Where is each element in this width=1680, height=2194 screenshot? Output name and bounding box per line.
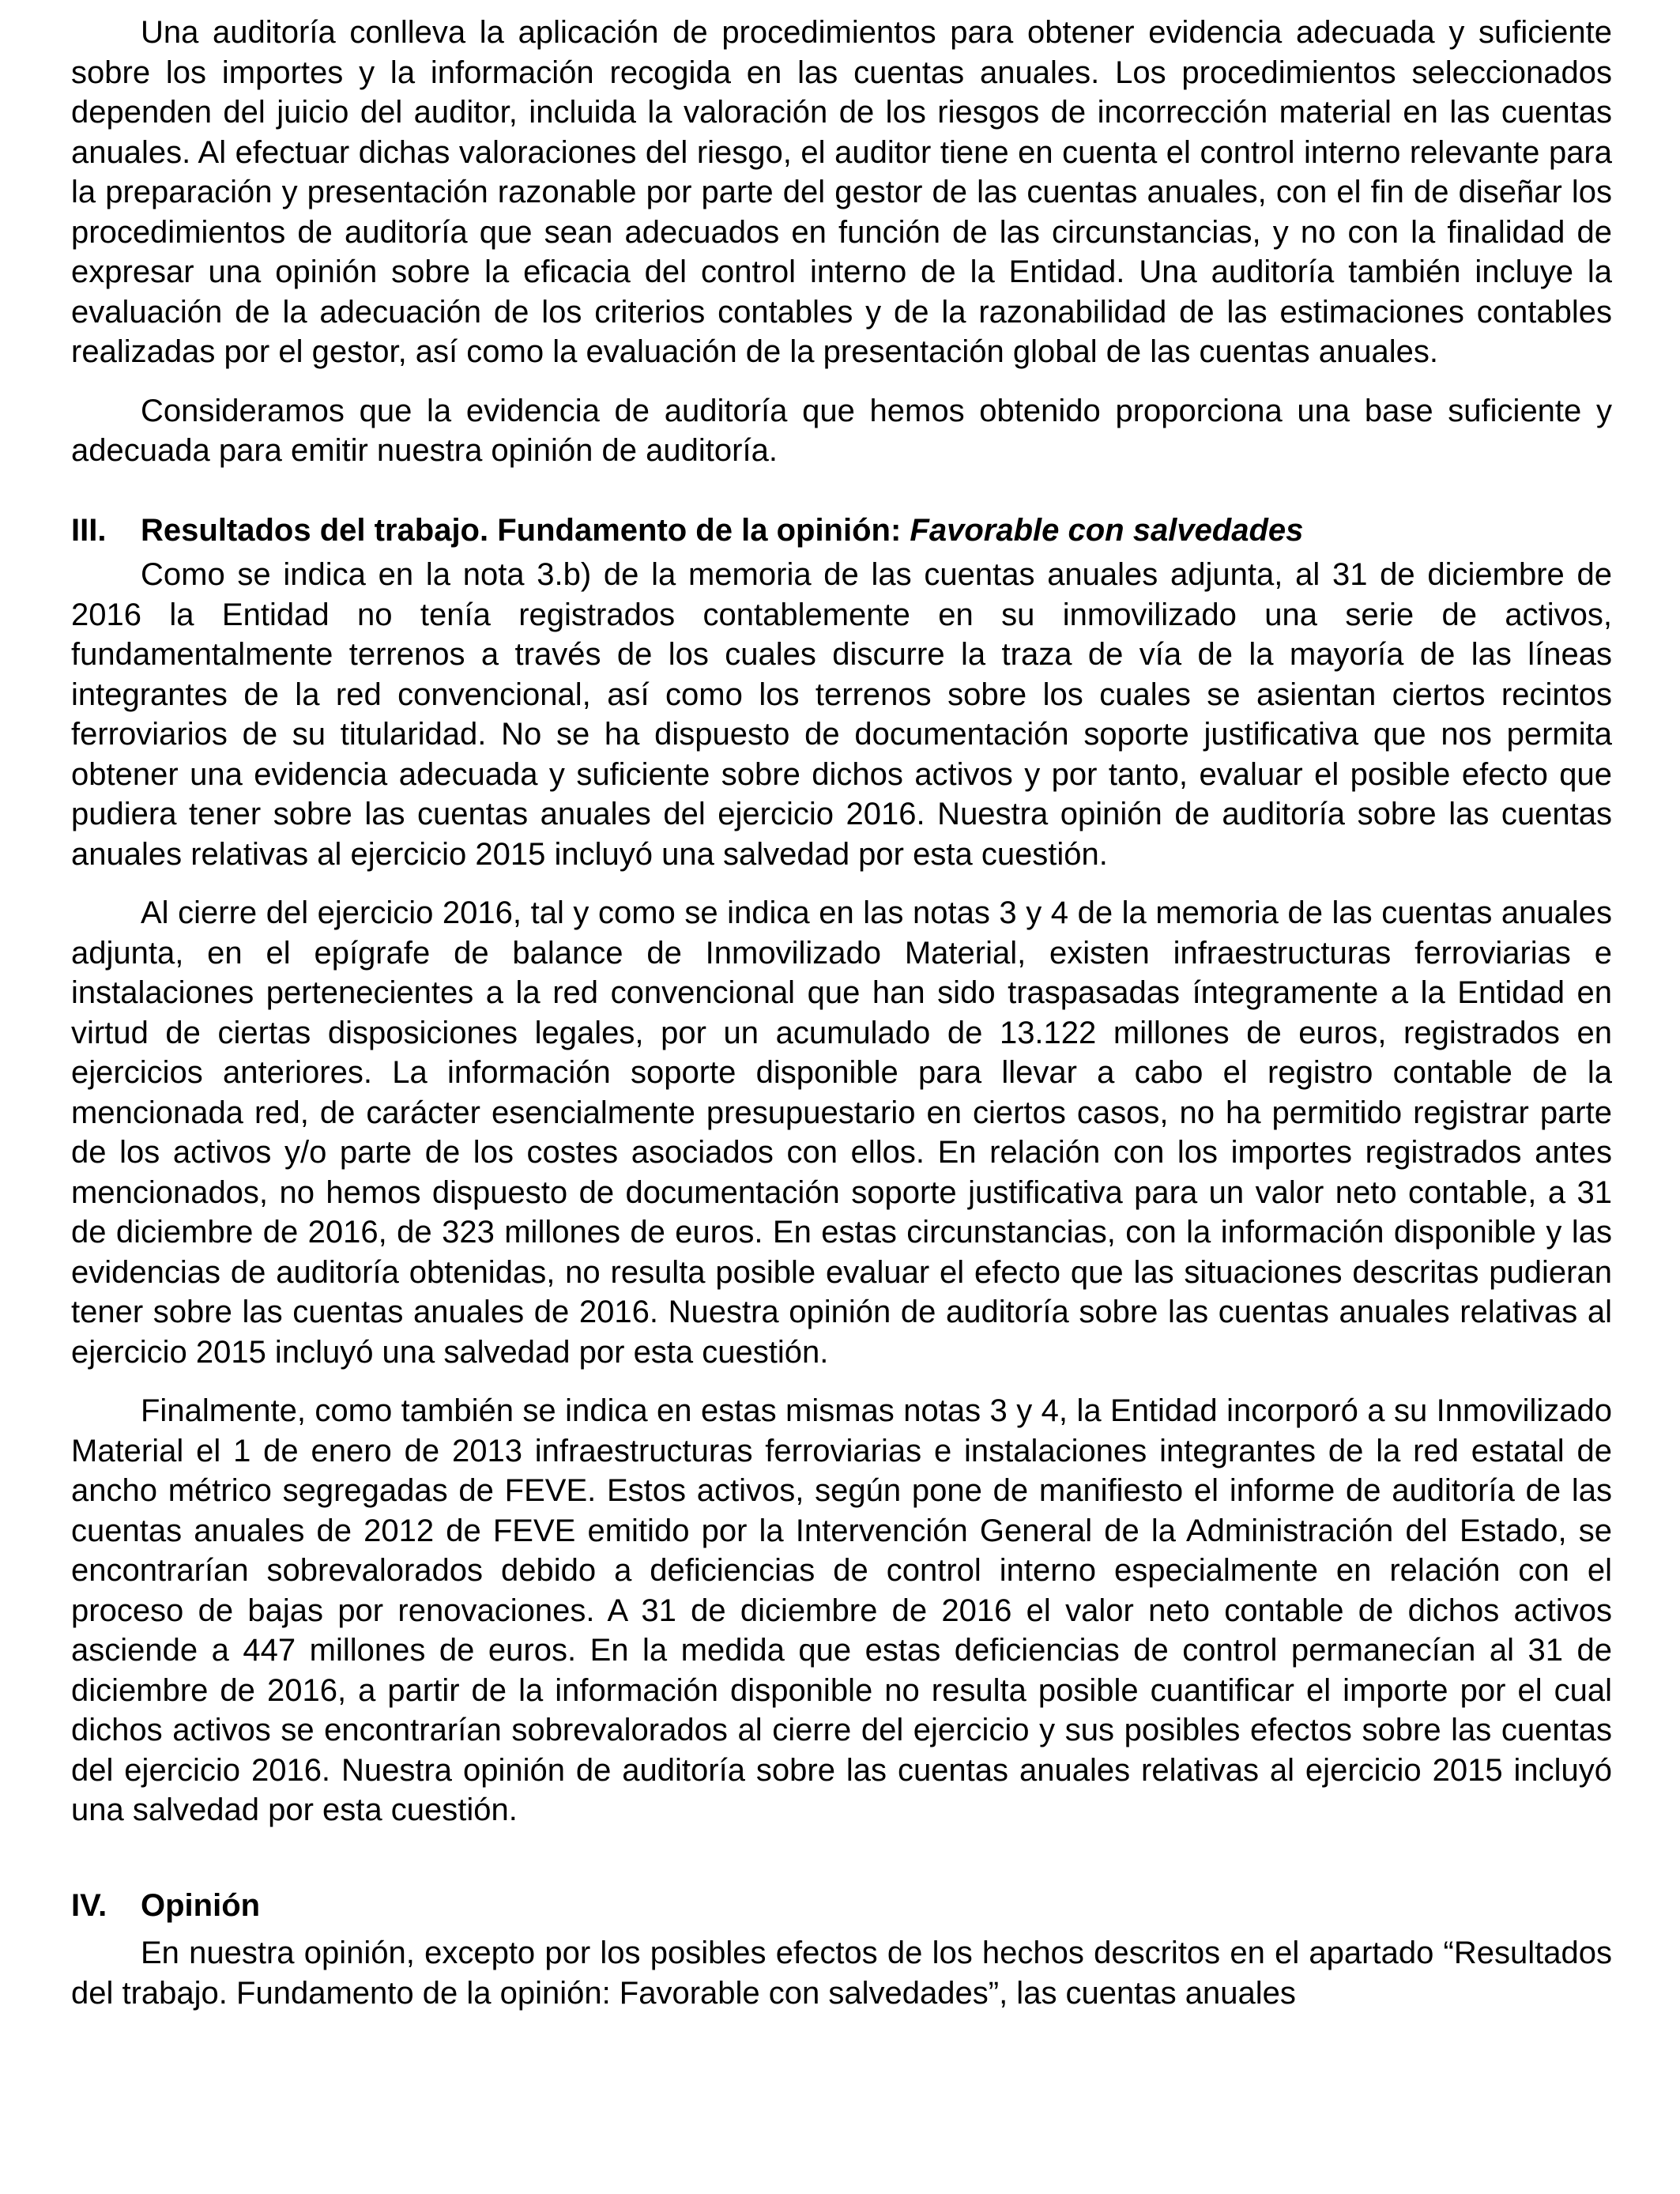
paragraph-evidence-sufficiency: Consideramos que la evidencia de auditoría que hemos obtenido proporciona una base suficiente y adecuada para emitir nuestra opinión de auditoría. (71, 393, 1612, 468)
section-title-text: Resultados del trabajo. Fundamento de la opinión: (141, 512, 910, 548)
section-number: IV. (71, 1887, 107, 1923)
paragraph-opinion: En nuestra opinión, excepto por los posibles efectos de los hechos descritos en el apartado “Resultados del trabajo. Fundamento de la opinión: Favorable con salvedades”, las cuentas anuales (71, 1936, 1612, 2011)
section-heading-opinion (71, 1886, 1612, 1926)
paragraph-conventional-network: Al cierre del ejercicio 2016, tal y como se indica en las notas 3 y 4 de la memoria de las cuentas anuales adjunta, en el epígrafe de balance de Inmovilizado Material, existen infraestructuras ferroviarias e instalaciones pertenecientes a la red convencional que han sido traspasadas íntegramente a la Entidad en virtud de ciertas disposiciones legales, por un acumulado de 13.122 millones de euros, registrados en ejercicios anteriores. La información soporte disponible para llevar a cabo el registro contable de la mencionada red, de carácter esencialmente presupuestario en ciertos casos, no ha permitido registrar parte de los activos y/o parte de los costes asociados con ellos. En relación con los importes registrados antes mencionados, no hemos dispuesto de documentación soporte justificativa para un valor neto contable, a 31 de diciembre de 2016, de 323 millones de euros. En estas circunstancias, con la información disponible y las evidencias de auditoría obtenidas, no resulta posible evaluar el efecto que las situaciones descritas pudieran tener sobre las cuentas anuales de 2016. Nuestra opinión de auditoría sobre las cuentas anuales relativas al ejercicio 2015 incluyó una salvedad por esta cuestión. (71, 895, 1612, 1370)
paragraph-feve-assets: Finalmente, como también se indica en estas mismas notas 3 y 4, la Entidad incorporó a su Inmovilizado Material el 1 de enero de 2013 infraestructuras ferroviarias e instalaciones integrantes de la red estatal de ancho métrico segregadas de FEVE. Estos activos, según pone de manifiesto el informe de auditoría de las cuentas anuales de 2012 de FEVE emitido por la Intervención General de la Administración del Estado, se encontrarían sobrevalorados debido a deficiencias de control interno especialmente en relación con el proceso de bajas por renovaciones. A 31 de diciembre de 2016 el valor neto contable de dichos activos asciende a 447 millones de euros. En la medida que estas deficiencias de control permanecían al 31 de diciembre de 2016, a partir de la información disponible no resulta posible cuantificar el importe por el cual dichos activos se encontrarían sobrevalorados al cierre del ejercicio y sus posibles efectos sobre las cuentas del ejercicio 2016. Nuestra opinión de auditoría sobre las cuentas anuales relativas al ejercicio 2015 incluyó una salvedad por esta cuestión. (71, 1393, 1612, 1827)
paragraph-audit-procedures: Una auditoría conlleva la aplicación de procedimientos para obtener evidencia adecuada y suficiente sobre los importes y la información recogida en las cuentas anuales. Los procedimientos seleccionados dependen del juicio del auditor, incluida la valoración de los riesgos de incorrección material en las cuentas anuales. Al efectuar dichas valoraciones del riesgo, el auditor tiene en cuenta el control interno relevante para la preparación y presentación razonable por parte del gestor de las cuentas anuales, con el fin de diseñar los procedimientos de auditoría que sean adecuados en función de las circunstancias, y no con la finalidad de expresar una opinión sobre la eficacia del control interno de la Entidad. Una auditoría también incluye la evaluación de la adecuación de los criterios contables y de la razonabilidad de las estimaciones contables realizadas por el gestor, así como la evaluación de la presentación global de las cuentas anuales. (71, 15, 1612, 369)
section-number: III. (71, 512, 107, 548)
section-heading-results (71, 511, 1612, 551)
paragraph-land-assets: Como se indica en la nota 3.b) de la memoria de las cuentas anuales adjunta, al 31 de diciembre de 2016 la Entidad no tenía registrados contablemente en su inmovilizado una serie de activos, fundamentalmente terrenos a través de los cuales discurre la traza de vía de la mayoría de las líneas integrantes de la red convencional, así como los terrenos sobre los cuales se asientan ciertos recintos ferroviarios de su titularidad. No se ha dispuesto de documentación soporte justificativa que nos permita obtener una evidencia adecuada y suficiente sobre dichos activos y por tanto, evaluar el posible efecto que pudiera tener sobre las cuentas anuales del ejercicio 2016. Nuestra opinión de auditoría sobre las cuentas anuales relativas al ejercicio 2015 incluyó una salvedad por esta cuestión. (71, 557, 1612, 872)
section-title (141, 511, 1303, 551)
document-page (71, 13, 1612, 2013)
section-title: Opinión (141, 1887, 261, 1923)
section-title-italic: Favorable con salvedades (910, 512, 1304, 548)
